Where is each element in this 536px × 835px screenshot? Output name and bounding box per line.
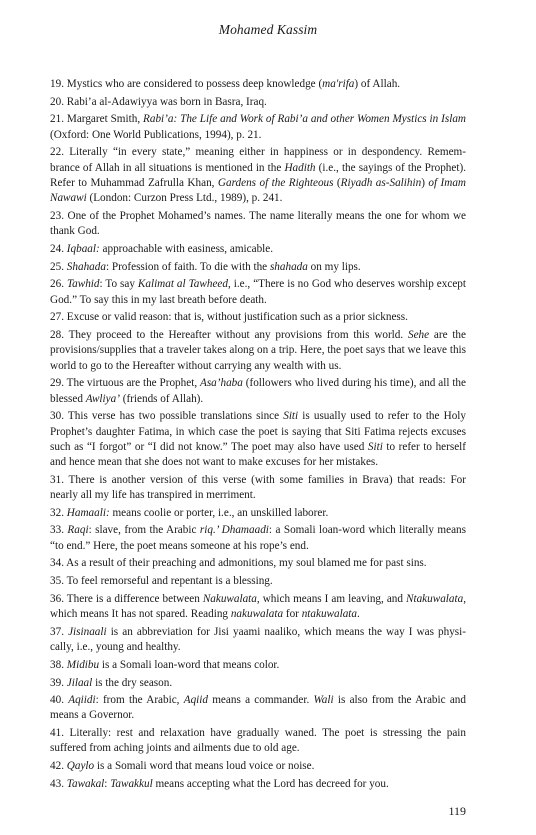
- endnote-text: 26.: [50, 278, 67, 291]
- endnote-italic-text: Jisinaali: [68, 625, 107, 638]
- endnote-italic-text: riq.’ Dhamaadi: [199, 524, 269, 537]
- endnote-text: means coolie or porter, i.e., an unskilled laborer.: [109, 506, 329, 519]
- endnote-italic-text: Siti: [367, 440, 383, 453]
- endnote-text: (friends of Allah).: [119, 392, 204, 405]
- endnote-italic-text: Tawakkul: [110, 777, 153, 790]
- endnote: [50, 95, 466, 110]
- endnote-text: 27. Excuse or valid reason: that is, without justification such as a prior sickness.: [50, 311, 408, 324]
- endnote-text: is also from the Arabic and means a Governor.: [50, 694, 466, 722]
- endnote-text: 43.: [50, 777, 67, 790]
- endnote: [50, 112, 466, 143]
- endnote-text: on my lips.: [307, 260, 361, 273]
- endnote-italic-text: Gardens of the Righteous: [217, 176, 334, 189]
- endnote-text: : from the Arabic,: [95, 694, 184, 707]
- endnote-text: is the dry season.: [92, 676, 173, 689]
- endnote-italic-text: Ntakuwalata: [406, 592, 464, 605]
- endnote-italic-text: Nakuwalata: [202, 592, 257, 605]
- endnote-italic-text: Tawhid: [66, 278, 100, 291]
- endnote-text: 35. To feel remorseful and repentant is a blessing.: [50, 575, 273, 588]
- endnote: [50, 574, 466, 589]
- endnote-italic-text: shahada: [269, 260, 308, 273]
- endnote-text: : To say: [99, 278, 138, 291]
- endnote-text: 24.: [50, 242, 67, 255]
- endnote-italic-text: ma'rifa: [322, 78, 355, 90]
- endnote-italic-text: Asa’haba: [199, 377, 243, 390]
- endnote-text: : slave, from the Arabic: [88, 524, 200, 537]
- endnote-italic-text: Wali: [313, 694, 334, 707]
- endnote-italic-text: Jilaal: [66, 676, 93, 689]
- endnote-italic-text: Iqbaal:: [66, 242, 100, 255]
- endnote: [50, 693, 466, 724]
- endnote-text: 39.: [50, 676, 67, 689]
- endnote-text: means a commander.: [207, 694, 314, 707]
- endnote-text: .: [357, 608, 360, 621]
- endnote-text: 22. Literally “in every state,” meaning either in happiness or in despondency. Remem-brance of Allah in all situations is mentioned in the: [50, 146, 466, 174]
- endnote-italic-text: Aqiidi: [68, 694, 96, 707]
- endnote-italic-text: Raqi: [67, 524, 89, 537]
- endnote: [50, 523, 466, 554]
- endnote-italic-text: nakuwalata: [230, 608, 284, 621]
- endnote: [50, 242, 466, 257]
- endnote-text: 41. Literally: rest and relaxation have gradually waned. The poet is stressing the pain suffered from aching joints and ailments due to old age.: [50, 727, 466, 755]
- endnote-italic-text: of Imam Nawawi: [50, 176, 467, 205]
- endnote: [50, 409, 466, 470]
- endnote-italic-text: Awliya’: [85, 392, 120, 405]
- endnote: [50, 556, 466, 571]
- endnote-text: , which means It has not spared. Reading: [50, 592, 466, 621]
- endnote-text: (Oxford: One World Publications, 1994), p. 21.: [50, 128, 262, 141]
- endnote-text: approachable with easiness, amicable.: [99, 242, 274, 255]
- endnote: [50, 592, 466, 623]
- endnote-text: means accepting what the Lord has decreed for you.: [152, 777, 389, 790]
- endnote-text: 40.: [50, 694, 69, 707]
- endnote-italic-text: Siti: [283, 410, 299, 423]
- endnote-text: 38.: [50, 658, 67, 671]
- endnote-text: 29. The virtuous are the Prophet,: [50, 377, 200, 390]
- endnote-text: 23. One of the Prophet Mohamed’s names. The name literally means the one for whom we thank God.: [50, 209, 466, 238]
- endnote-text: 34. As a result of their preaching and admonitions, my soul blamed me for past sins.: [50, 557, 427, 570]
- endnote-text: is an abbreviation for Jisi yaami naaliko, which means the way I was physi-cally, i.e., young and healthy.: [50, 625, 466, 654]
- endnote-italic-text: Riyadh as-Salihin: [340, 176, 422, 189]
- endnote-text: : Profession of faith. To die with the: [105, 260, 270, 273]
- page-number: 119: [448, 804, 466, 818]
- endnote-text: 42.: [50, 760, 67, 773]
- endnote-text: 21. Margaret Smith,: [50, 113, 144, 126]
- endnote: [50, 328, 466, 374]
- endnote: [50, 376, 466, 407]
- endnote-text: 25.: [50, 260, 67, 273]
- endnote-text: (: [333, 176, 341, 189]
- endnote-text: , i.e., “There is no God who deserves worship except God.” To say this in my last breath before death.: [50, 278, 467, 306]
- endnote-text: ) of Allah.: [354, 78, 401, 90]
- endnote-text: :: [104, 777, 111, 790]
- endnote-text: is a Somali word that means loud voice or noise.: [94, 760, 315, 773]
- endnote-text: 31. There is another version of this verse (with some families in Brava) that reads: For nearly all my life has transpired in merriment.: [50, 473, 466, 502]
- endnote-text: 32.: [50, 506, 67, 519]
- endnote: [50, 759, 466, 774]
- endnote-text: is usually used to refer to the Holy Prophet’s daughter Fatima, in which case the poet is saying that Siti Fatima rejects excuses such as “I forgot” or “I did not know.” The poet may also have used: [50, 410, 466, 453]
- endnote: [50, 209, 466, 240]
- endnote: [50, 625, 466, 656]
- endnote-italic-text: Aqiid: [183, 694, 208, 707]
- endnote-text: 19. Mystics who are considered to possess deep knowledge (: [50, 78, 323, 90]
- endnote-italic-text: Hamaali:: [66, 506, 110, 519]
- endnote: [50, 145, 466, 206]
- endnote: [50, 277, 466, 308]
- endnote-text: is a Somali loan-word that means color.: [99, 658, 280, 671]
- endnote-text: for: [283, 608, 302, 621]
- endnote-text: 28. They proceed to the Hereafter without any provisions from this world.: [50, 328, 408, 341]
- endnote-italic-text: Rabi’a: The Life and Work of Rabi’a and other Women Mystics in Islam: [143, 113, 467, 126]
- endnote-text: 37.: [50, 625, 69, 638]
- endnote: [50, 260, 466, 275]
- running-head: Mohamed Kassim: [218, 22, 318, 37]
- endnote-italic-text: Hadith: [284, 161, 316, 174]
- endnote-text: to refer to herself and hence mean that she does not want to make excuses for her mistakes.: [50, 440, 467, 469]
- endnote-text: (followers who lived during his time), and all the blessed: [50, 377, 466, 405]
- endnote: [50, 506, 466, 521]
- endnote-italic-text: Kalimat al Tawheed: [137, 278, 228, 291]
- endnote: [50, 726, 466, 757]
- endnote-text: 20. Rabi’a al-Adawiyya was born in Basra, Iraq.: [50, 95, 267, 108]
- endnotes-list: [50, 77, 466, 795]
- endnote-italic-text: Shahada: [66, 260, 106, 273]
- endnote: [50, 777, 466, 792]
- endnote-text: : a Somali loan-word which literally means “to end.” Here, the poet means someone at his rope’s end.: [50, 524, 466, 552]
- endnote-text: are the provisions/supplies that a traveler takes along on a trip. Here, the poet says that we leave this world to go to the Hereafter without carrying any wealth with us.: [50, 328, 466, 372]
- endnote: [50, 473, 466, 504]
- endnote: [50, 77, 466, 92]
- endnote-text: , which means I am leaving, and: [256, 592, 407, 605]
- endnote-text: 30. This verse has two possible translations since: [50, 410, 284, 423]
- endnote: [50, 658, 466, 673]
- endnote-text: ): [421, 176, 429, 189]
- endnote-text: (i.e., the sayings of the Prophet). Refer to Muhammad Zafrulla Khan,: [50, 161, 466, 189]
- endnote-italic-text: Tawakal: [66, 777, 105, 790]
- endnote-italic-text: ntakuwalata: [301, 608, 358, 621]
- endnote-text: 36. There is a difference between: [50, 592, 203, 605]
- endnote-italic-text: Qaylo: [66, 760, 95, 773]
- endnote: [50, 310, 466, 325]
- endnote-text: 33.: [50, 524, 68, 537]
- endnote-italic-text: Midibu: [66, 658, 100, 671]
- endnote: [50, 676, 466, 691]
- endnote-text: (London: Curzon Press Ltd., 1989), p. 241.: [86, 192, 283, 205]
- endnote-italic-text: Sehe: [407, 328, 430, 341]
